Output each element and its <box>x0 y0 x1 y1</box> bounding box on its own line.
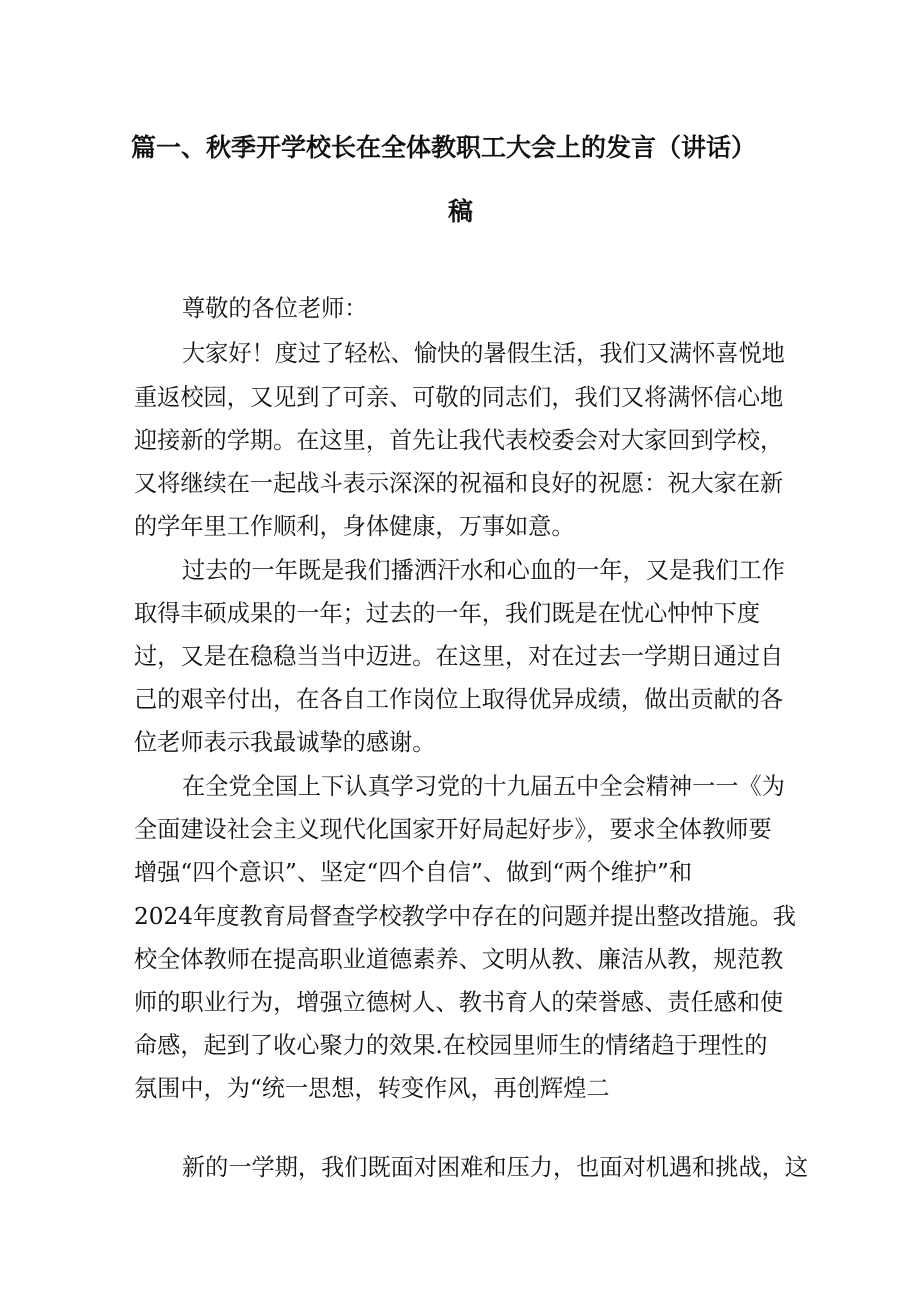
paragraph-line: 校全体教师在提高职业道德素养、文明从教、廉洁从教，规范教 <box>134 946 784 973</box>
document-title-line-2: 稿 <box>448 197 474 226</box>
paragraph-line: 新的一学期，我们既面对困难和压力，也面对机遇和挑战，这 <box>182 1154 809 1181</box>
paragraph-line: 的学年里工作顺利，身体健康，万事如意。 <box>134 513 575 540</box>
paragraph-line: 氛围中，为“统一思想，转变作风，再创辉煌二 <box>134 1075 610 1102</box>
document-title-line-1: 篇一、秋季开学校长在全体教职工大会上的发言（讲话） <box>131 133 757 162</box>
paragraph-line: 又将继续在一起战斗表示深深的祝福和良好的祝愿：祝大家在新 <box>134 470 784 497</box>
paragraph-line: 过，又是在稳稳当当中迈进。在这里，对在过去一学期日通过自 <box>134 643 784 670</box>
paragraph-line: 大家好！度过了轻松、愉快的暑假生活，我们又满怀喜悦地 <box>182 340 785 367</box>
paragraph-line: 增强“四个意识”、坚定“四个自信”、做到“两个维护”和 <box>134 859 693 886</box>
paragraph-line: 命感，起到了收心聚力的效果.在校园里师生的情绪趋于理性的 <box>134 1032 768 1059</box>
paragraph-line: 位老师表示我最诚挚的感谢。 <box>134 729 436 756</box>
paragraph-line: 师的职业行为，增强立德树人、教书育人的荣誉感、责任感和使 <box>134 989 784 1016</box>
paragraph-line: 全面建设社会主义现代化国家开好局起好步》，要求全体教师要 <box>134 816 772 843</box>
paragraph-line: 2024年度教育局督查学校教学中存在的问题并提出整改措施。我 <box>134 903 796 930</box>
paragraph-line: 过去的一年既是我们播洒汗水和心血的一年，又是我们工作 <box>182 557 785 584</box>
paragraph-line: 取得丰硕成果的一年；过去的一年，我们既是在忧心忡忡下度 <box>134 600 761 627</box>
paragraph-line: 在全党全国上下认真学习党的十九届五中全会精神一一《为 <box>182 773 785 800</box>
paragraph-line: 己的艰辛付出，在各自工作岗位上取得优异成绩，做出贡献的各 <box>134 686 784 713</box>
paragraph-line: 重返校园，又见到了可亲、可敬的同志们，我们又将满怀信心地 <box>134 384 784 411</box>
salutation: 尊敬的各位老师： <box>182 295 368 322</box>
paragraph-line: 迎接新的学期。在这里，首先让我代表校委会对大家回到学校， <box>134 427 784 454</box>
